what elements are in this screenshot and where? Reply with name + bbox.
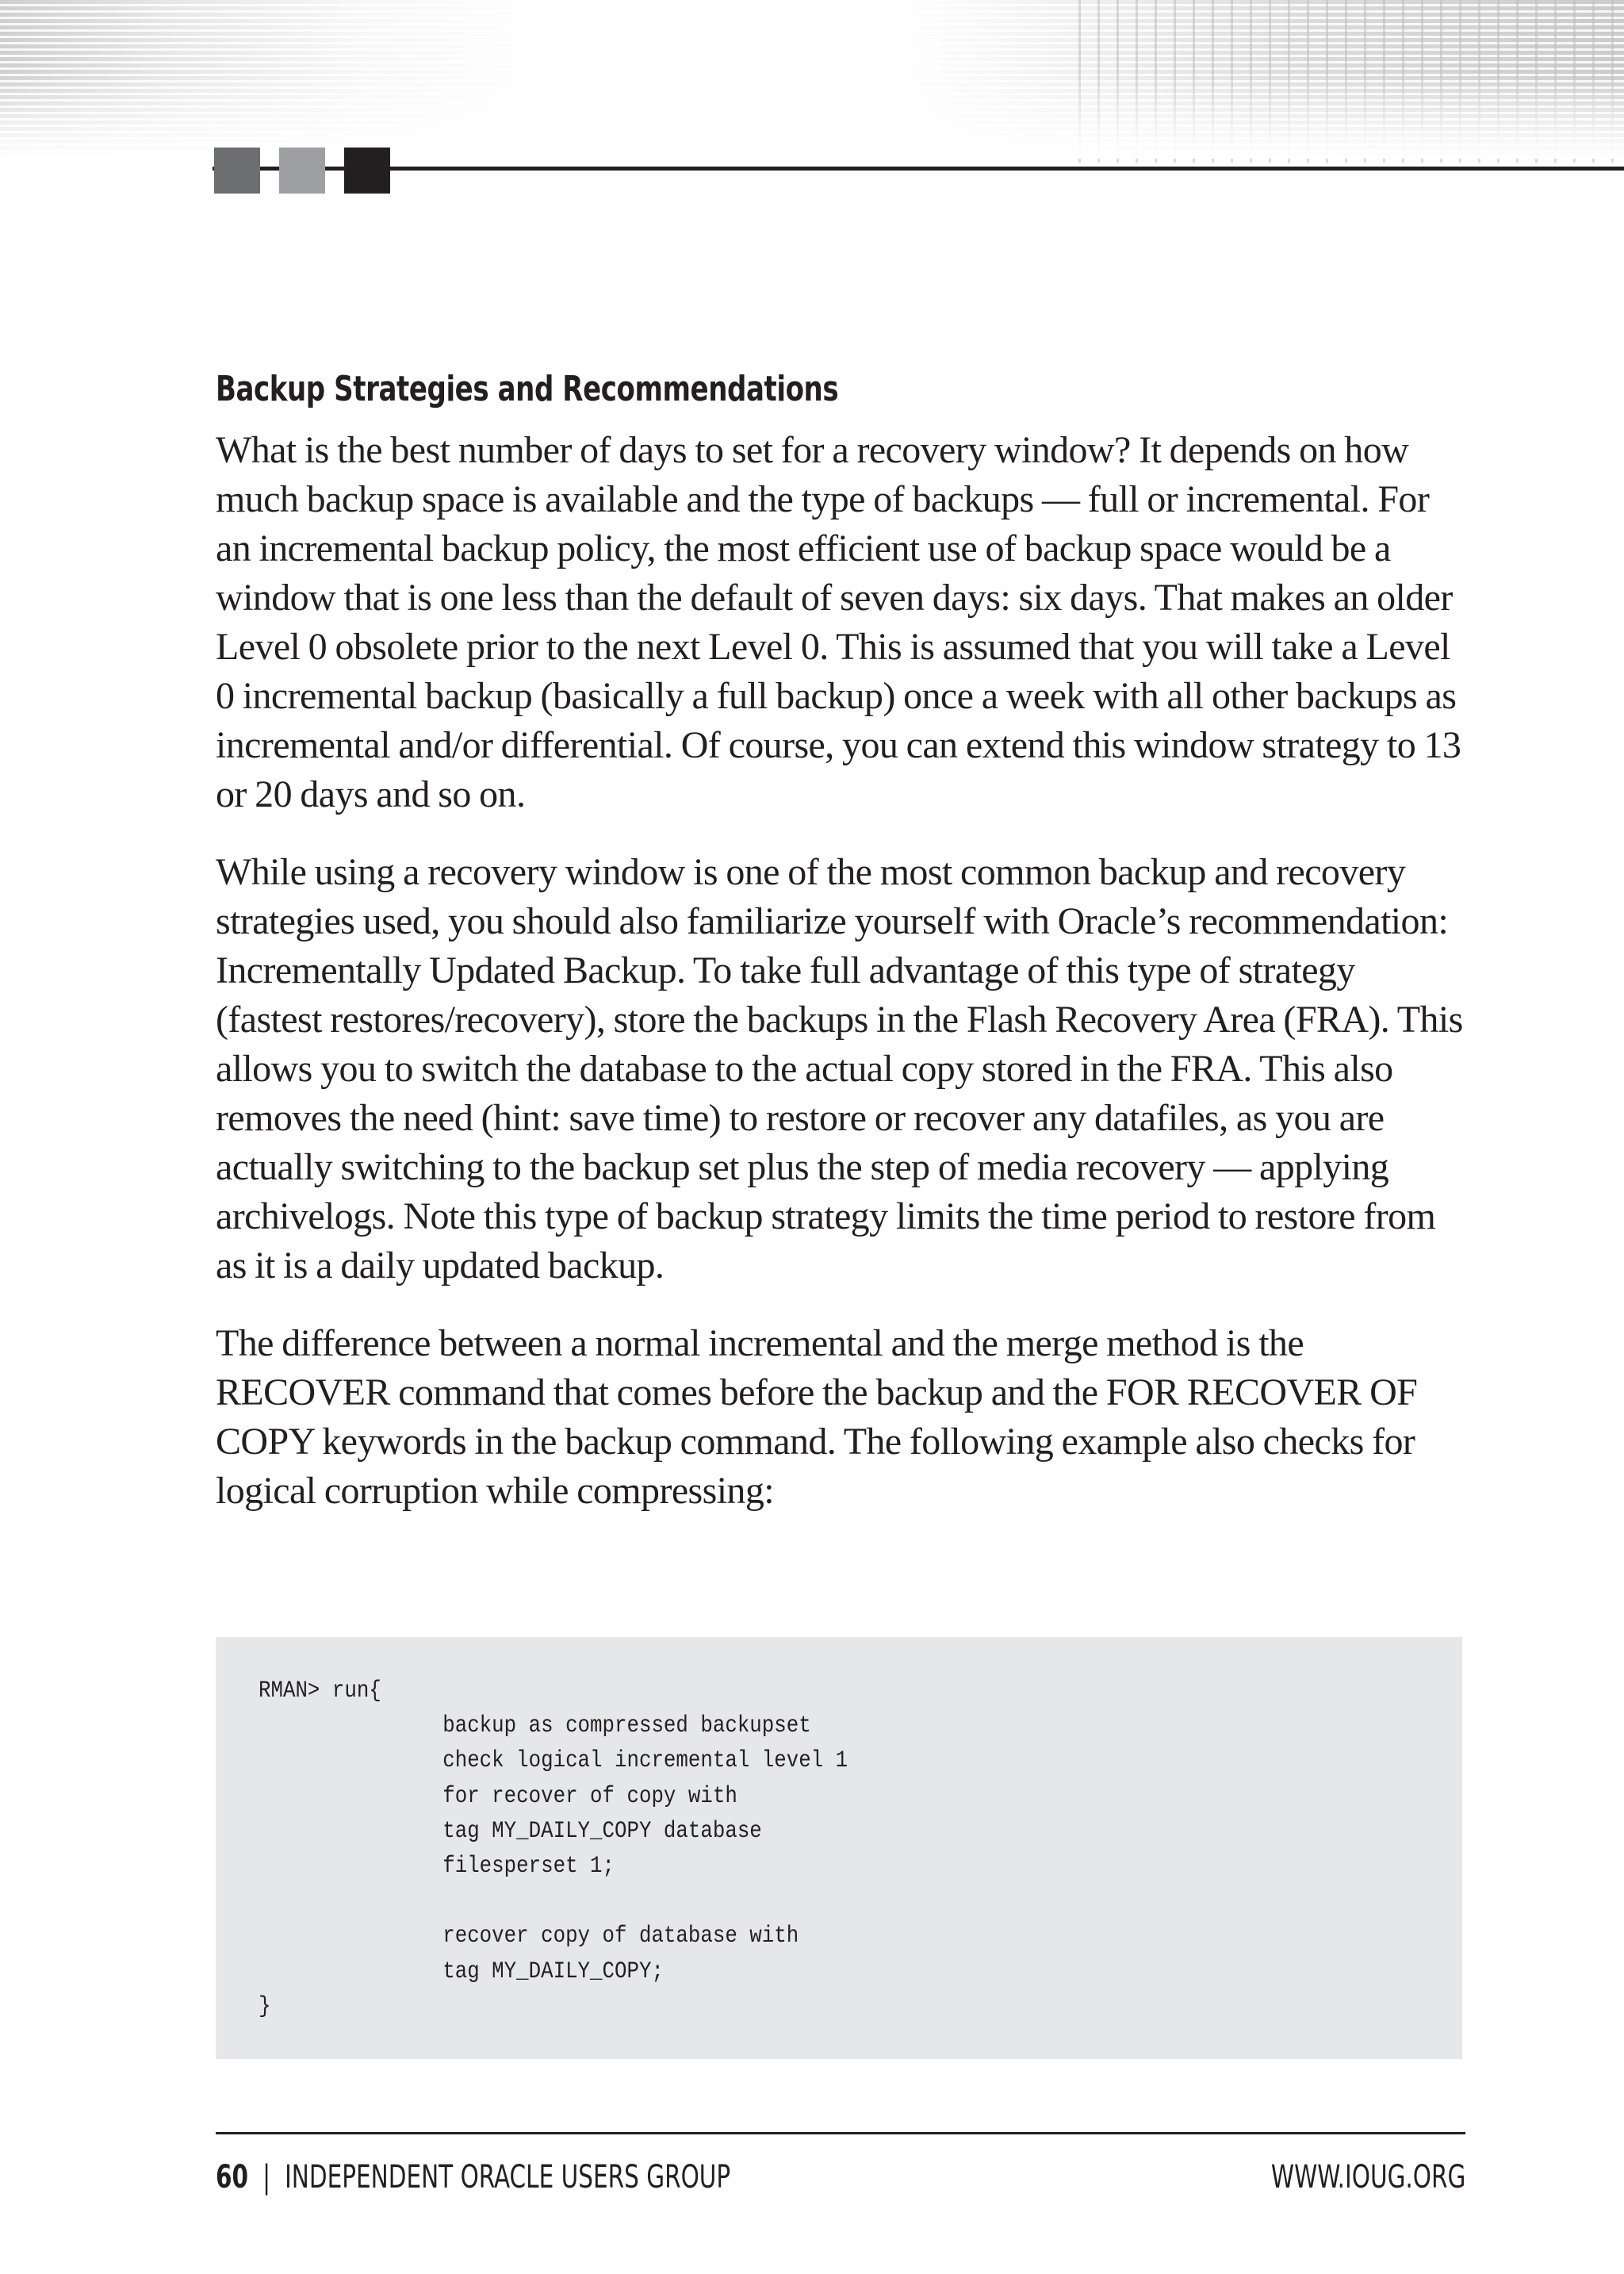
header-square-black bbox=[344, 148, 390, 194]
code-block bbox=[216, 1637, 1462, 2059]
paragraph-merge-method: The difference between a normal incremental and the merge method is the RECOVER command that comes before the backup and the FOR RECOVER OF COPY keywords in the backup command. The following example also checks for logical corruption while compressing: bbox=[216, 1321, 1418, 1512]
page-footer bbox=[216, 2159, 1465, 2207]
footer-rule bbox=[216, 2132, 1465, 2134]
website-url: WWW.IOUG.ORG bbox=[1270, 2159, 1465, 2195]
header-rule bbox=[213, 167, 1624, 171]
paragraph-incrementally-updated-backup: While using a recovery window is one of the most common backup and recovery strategies used, you should also familiarize yourself with Oracle’s recommendation: Incrementally Updated Backup. To take full advantage of this type of strategy (fastest restores/recovery), store the backups in the Flash Recovery Area (FRA). This allows you to switch the database to the actual copy stored in the FRA. This also removes the need (hint: save time) to restore or recover any datafiles, as you are actually switching to the backup set plus the step of media recovery — applying archivelogs. Note this type of backup strategy limits the time period to restore from as it is a daily updated backup. bbox=[216, 850, 1463, 1287]
header-square-light-gray bbox=[279, 148, 325, 194]
page-number: 60 bbox=[216, 2159, 249, 2195]
paragraph-recovery-window: What is the best number of days to set for a recovery window? It depends on how much backup space is available and the type of backups — full or incremental. For an incremental backup policy, the most efficient use of backup space would be a window that is one less than the default of seven days: six days. That makes an older Level 0 obsolete prior to the next Level 0. This is assumed that you will take a Level 0 incremental backup (basically a full backup) once a week with all other backups as incremental and/or differential. Of course, you can extend this window strategy to 13 or 20 days and so on. bbox=[216, 428, 1461, 815]
header-square-medium-gray bbox=[214, 148, 260, 194]
header-fade bbox=[0, 0, 1624, 159]
publication-name: INDEPENDENT ORACLE USERS GROUP bbox=[285, 2159, 731, 2195]
section-heading: Backup Strategies and Recommendations bbox=[216, 369, 839, 409]
footer-left bbox=[216, 2159, 730, 2195]
article-body bbox=[216, 370, 1465, 1544]
rman-code-listing: RMAN> run{ backup as compressed backupset check logical incremental level 1 for recover of copy with tag MY_DAILY_COPY database filesperset 1; recover copy of database with tag MY_DAILY_COPY; } bbox=[259, 1678, 848, 2020]
header-decoration bbox=[0, 0, 1624, 167]
footer-separator: | bbox=[262, 2159, 271, 2195]
